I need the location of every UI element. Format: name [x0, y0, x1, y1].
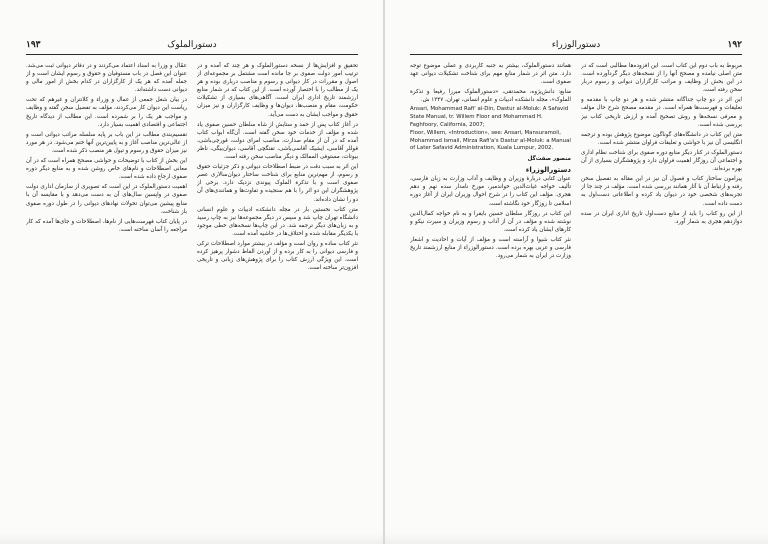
- paragraph: این بخش از کتاب با توضیحات و حواشی مصحح همراه است که در آن معانی اصطلاحات و نام‌های خاص روشن شده و به منابع دیگر دوره صفوی ارجاع داده شده است.: [26, 158, 187, 181]
- right-page: [384, 0, 768, 544]
- paragraph: اهمیت دستورالملوک در این است که تصویری از سازمان اداری دولت صفوی در واپسین سال‌های آن به دست می‌دهد و با مقایسه آن با منابع پیشین می‌توان تحولات نهادهای دیوانی را در طول دوره صفوی باز شناخت.: [26, 184, 187, 215]
- page-number: ۱۹۳: [26, 40, 41, 50]
- running-header: [26, 40, 358, 55]
- bibliography-entry: Ansari, Mohammad Rafi' al-Din, Dastur al-Moluk: A Safavid State Manual, tr. Willem Floor and Mohammad H. Faghfoory, California, 2007;: [410, 106, 569, 128]
- running-title: دستورالوزراء: [551, 40, 601, 50]
- text-columns: [410, 62, 742, 522]
- right-column: [581, 62, 742, 522]
- paragraph: تقسیم‌بندی مطالب در این باب بر پایه سلسله مراتب دیوانی است و از عالی‌ترین مناصب آغاز و به پایین‌ترین آنها ختم می‌شود. در هر مورد نیز میزان حقوق و رسوم و تیول هر منصب ذکر شده است.: [26, 131, 187, 154]
- paragraph: منابع: دانش‌پژوه، محمدتقی، «دستورالملوک میرزا رفیعا و تذکرة الملوک»، مجله دانشکده ادبیات و علوم انسانی، تهران، ۱۳۴۷ ش.: [410, 89, 571, 104]
- running-header: [410, 40, 742, 55]
- paragraph: مربوط به باب دوم این کتاب است. این افزوده‌ها مطالبی است که در متن اصلی نیامده و مصحح آنها را از نسخه‌های دیگر گردآورده است. در این بخش از وظایف و مراتب کارگزاران دیوانی و رسوم دربار سخن رفته است.: [581, 63, 742, 94]
- paragraph: از این رو کتاب را باید از منابع دست‌اول تاریخ اداری ایران در سده دوازدهم هجری به شمار آورد.: [581, 210, 742, 225]
- entry-heading: دستورالوزراء: [525, 166, 571, 175]
- paragraph: پیرامون ساختار کتاب و فصول آن نیز در این مقاله به تفصیل سخن رفته و ارتباط آن با آثار همانند بررسی شده است. مؤلف در چند جا از تجربه‌های شخصی خود در دیوان یاد کرده و اطلاعاتی دست‌اول به دست داده است.: [581, 176, 742, 207]
- paragraph: همانند دستورالملوک، بیشتر به جنبه کاربردی و عملی موضوع توجه دارد. متن اثر در شمار منابع مهم برای شناخت تشکیلات دیوانی عهد صفوی است.: [410, 63, 571, 86]
- paragraph: متن این کتاب در دانشگاه‌های گوناگون موضوع پژوهش بوده و ترجمه انگلیسی آن نیز با حواشی و تعلیقات فراوان منتشر شده است.: [581, 131, 742, 146]
- page-edge: [384, 532, 768, 544]
- paragraph: این اثر در دو چاپ جداگانه منتشر شده و هر دو چاپ با مقدمه و تعلیقات و فهرست‌ها همراه است. در مقدمه مصحح شرح حال مؤلف و معرفی نسخه‌ها و روش تصحیح آمده و ارزش تاریخی کتاب نیز بررسی شده است.: [581, 97, 742, 128]
- right-column: [197, 62, 358, 522]
- paragraph: عنوان کتابی دربارهٔ وزیران و وظایف و آداب وزارت به زبان فارسی، تألیف خواجه غیاث‌الدین خواندمیر، مورخ نامدار سده نهم و دهم هجری. مؤلف این کتاب را در شرح احوال وزیران ایران از آغاز دوره اسلامی تا روزگار خود نگاشته است.: [410, 176, 571, 207]
- page-edge: [0, 532, 384, 544]
- paragraph: در پایان کتاب فهرست‌هایی از نام‌ها، اصطلاحات و جای‌ها آمده که کار مراجعه را آسان ساخته است.: [26, 218, 187, 233]
- paragraph: در بیان شغل جمعی از عمال و وزراء و کلانتران و غیرهم که تحت ریاست این دیوان کار می‌کردند، مؤلف به تفصیل سخن گفته و وظایف و مواجب هر یک را بر شمرده است. این مطالب از دیدگاه تاریخ اجتماعی و اقتصادی اهمیت بسیار دارد.: [26, 97, 187, 128]
- paragraph: در آغاز کتاب پس از حمد و ستایش از شاه سلطان حسین صفوی یاد شده و مؤلف از خدمات خود سخن گفته است. آن‌گاه ابواب کتاب آمده که در آن از مقام صدارت، مناصب امرای دولت، قورچی‌باشی، قوللر آقاسی، ایشیک آقاسی‌باشی، تفنگچی آقاسی، دیوان‌بیگی، ناظر بیوتات، مستوفی الممالک و دیگر مناصب سخن رفته است.: [197, 121, 358, 161]
- running-title: دستورالملوک: [167, 40, 217, 50]
- paragraph: نثر کتاب ساده و روان است و مؤلف در بیشتر موارد اصطلاحات ترکی و فارسی دیوانی را به کار برده و از آوردن الفاظ دشوار پرهیز کرده است. این ویژگی ارزش کتاب را برای پژوهش‌های زبانی و تاریخی افزون‌تر ساخته است.: [197, 240, 358, 272]
- paragraph: تحقیق و افزایش‌ها از نسخه دستورالملوک و هر چند که آمده و در ترتیب امور دولت صفوی بر جا مانده است مشتمل بر مجموعه‌ای از اصول و مقررات در کار دیوانی و رسوم و مناصب درباری بوده و هر یک از مطالب را با اختصار آورده است. از این کتاب که در شمار منابع ارزشمند تاریخ اداری ایران است، آگاهی‌های بسیاری از تشکیلات حکومت، مقام و منصب‌ها، دیوان‌ها و وظایف کارگزاران و نیز میزان حقوق و مواجب ایشان به دست می‌آید.: [197, 63, 358, 118]
- page-number: ۱۹۲: [727, 40, 742, 50]
- paragraph: این اثر به سبب دقت در ضبط اصطلاحات دیوانی و ذکر جزئیات حقوق و رسوم، از مهم‌ترین منابع برای شناخت ساختار دیوان‌سالاری عصر صفوی است و با تذکرة الملوک پیوندی نزدیک دارد. برخی از پژوهشگران این دو اثر را با هم سنجیده و تفاوت‌ها و همانندی‌های آن دو را نشان داده‌اند.: [197, 164, 358, 203]
- author-signature: منصور صفت‌گل: [527, 156, 571, 163]
- text-columns: [26, 62, 358, 522]
- left-column: [410, 62, 571, 522]
- paragraph: متن کتاب نخستین بار در مجله دانشکده ادبیات و علوم انسانی دانشگاه تهران چاپ شد و سپس در دیگر مجموعه‌ها نیز به چاپ رسید و به زبان‌های دیگر ترجمه شد. در این چاپ‌ها نسخه‌های خطی موجود با یکدیگر مقابله شده و اختلاف‌ها در حاشیه آمده است.: [197, 206, 358, 237]
- left-column: [26, 62, 187, 522]
- book-gutter: [383, 0, 385, 544]
- bibliography-entry: Floor, Willem, «Introduction», see: Ansari, Mansuramoli, Mohammad Ismail, Mirza Rafi'a's Dastur al-Moluk: a Manual of Later Safavid Administration, Kuala Lumpur, 2002.: [410, 130, 571, 152]
- paragraph: عمّال و وزرا به اسناد اعتماد می‌کردند و در دفاتر دیوانی ثبت می‌شد. عنوان این فصل در باب مستوفیان و حقوق و رسوم ایشان است و از جمله آمده که هر یک از کارگزاران در کدام بخش از امور مالی و دیوانی دست داشته‌اند.: [26, 63, 187, 94]
- paragraph: نثر کتاب شیوا و آراسته است و مؤلف از آیات و احادیث و اشعار فارسی و عربی بهره برده است. دستورالوزراء از منابع ارزشمند تاریخ وزارت در ایران به شمار می‌رود.: [410, 236, 571, 260]
- paragraph: دستورالملوک در کنار دیگر منابع دوره صفوی برای شناخت نظام اداری و اجتماعی آن روزگار اهمیت فراوان دارد و پژوهشگران بسیاری از آن بهره برده‌اند.: [581, 149, 742, 173]
- paragraph: این کتاب در روزگار سلطان حسین بایقرا و به نام خواجه کمال‌الدین نوشته شده و مؤلف در آن از آداب و رسوم وزیران و سیرت نیکو و کارهای ایشان یاد کرده است.: [410, 210, 571, 233]
